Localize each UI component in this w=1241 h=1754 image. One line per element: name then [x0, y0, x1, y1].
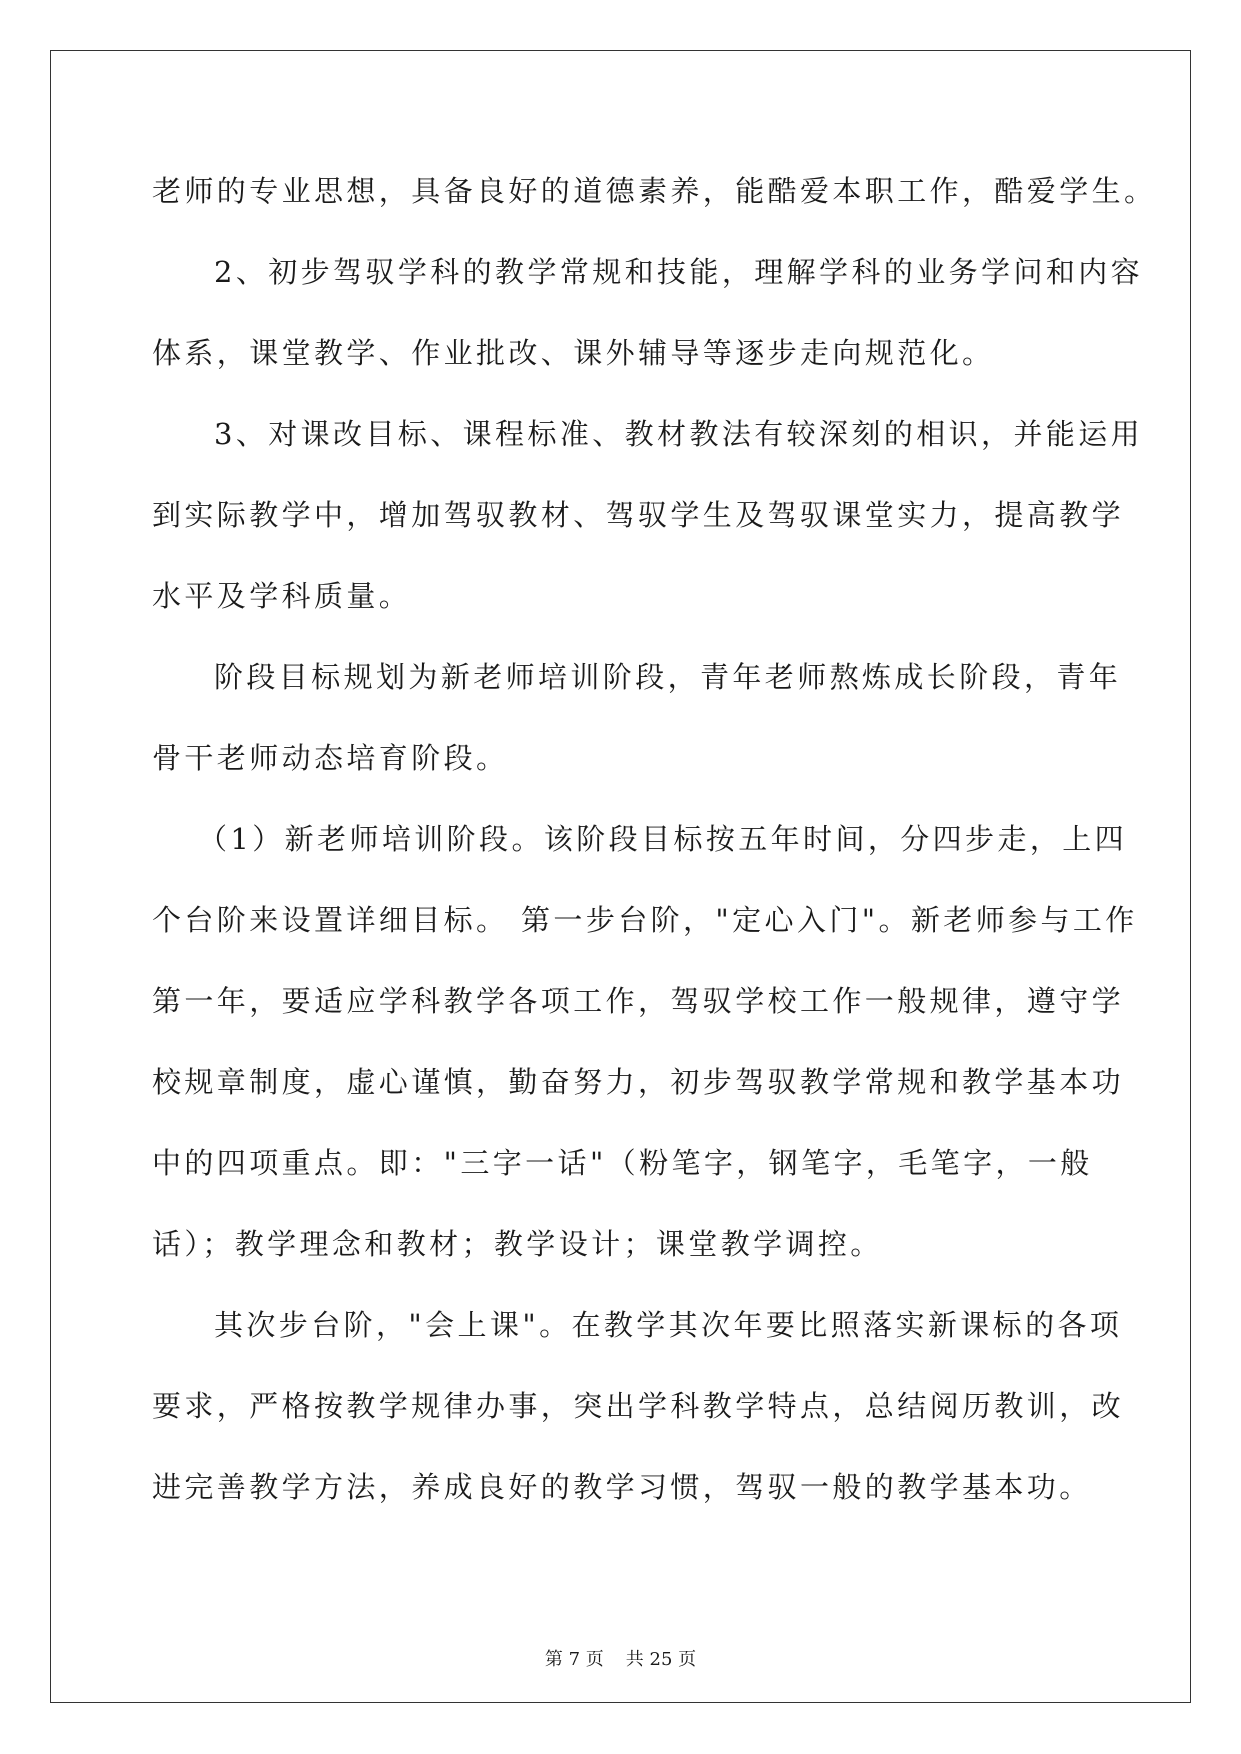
paragraph-line: 中的四项重点。即："三字一话"（粉笔字，钢笔字，毛笔字，一般: [152, 1146, 1093, 1180]
paragraph-line: 老师的专业思想，具备良好的道德素养，能酷爱本职工作，酷爱学生。: [152, 174, 1157, 208]
paragraph-line: 话）；教学理念和教材；教学设计；课堂教学调控。: [152, 1227, 883, 1261]
page-footer: [0, 1645, 1241, 1671]
paragraph-line: （1）新老师培训阶段。该阶段目标按五年时间，分四步走，上四: [198, 822, 1128, 856]
page-border: [50, 50, 1191, 1703]
paragraph-line: 到实际教学中，增加驾驭教材、驾驭学生及驾驭课堂实力，提高教学: [152, 498, 1125, 532]
paragraph-line: 2、初步驾驭学科的教学常规和技能，理解学科的业务学问和内容: [214, 255, 1144, 289]
paragraph-line: 3、对课改目标、课程标准、教材教法有较深刻的相识，并能运用: [214, 417, 1144, 451]
paragraph-line: 骨干老师动态培育阶段。: [152, 741, 509, 775]
paragraph-line: 进完善教学方法，养成良好的教学习惯，驾驭一般的教学基本功。: [152, 1470, 1092, 1504]
paragraph-line: 校规章制度，虚心谨慎，勤奋努力，初步驾驭教学常规和教学基本功: [152, 1065, 1125, 1099]
page-number: 第 7 页: [544, 1649, 604, 1670]
paragraph-line: 第一年，要适应学科教学各项工作，驾驭学校工作一般规律，遵守学: [152, 984, 1125, 1018]
page-total: 共 25 页: [625, 1649, 697, 1670]
paragraph-line: 个台阶来设置详细目标。 第一步台阶，"定心入门"。新老师参与工作: [152, 903, 1138, 937]
paragraph-line: 其次步台阶，"会上课"。在教学其次年要比照落实新课标的各项: [214, 1308, 1123, 1342]
paragraph-line: 水平及学科质量。: [152, 579, 412, 613]
paragraph-line: 要求，严格按教学规律办事，突出学科教学特点，总结阅历教训，改: [152, 1389, 1125, 1423]
paragraph-line: 阶段目标规划为新老师培训阶段，青年老师熬炼成长阶段，青年: [214, 660, 1122, 694]
paragraph-line: 体系，课堂教学、作业批改、课外辅导等逐步走向规范化。: [152, 336, 995, 370]
